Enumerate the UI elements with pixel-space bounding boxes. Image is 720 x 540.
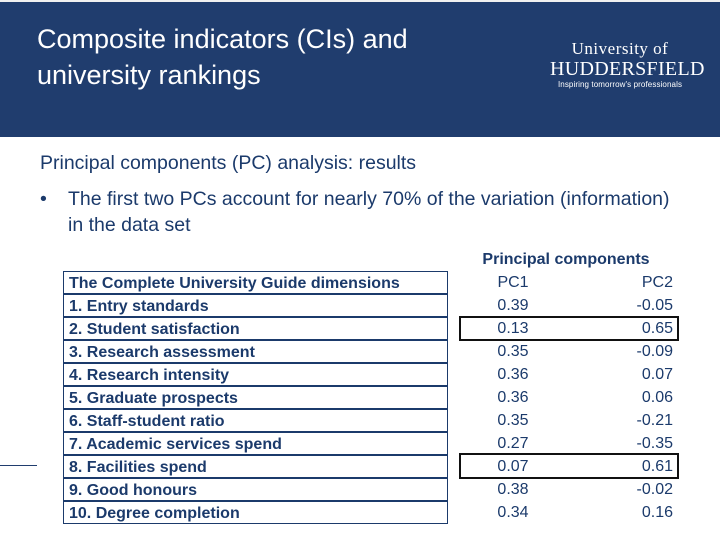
dimension-name: 4. Research intensity — [63, 363, 448, 386]
pc2-value: 0.06 — [641, 389, 673, 406]
pc1-value: 0.35 — [497, 343, 529, 360]
pc1-value: 0.36 — [497, 389, 529, 406]
dimension-name: 10. Degree completion — [63, 501, 448, 524]
pc1-value: 0.13 — [497, 320, 529, 337]
table-row — [63, 363, 675, 386]
slide-title: Composite indicators (CIs) and university rankings — [37, 24, 408, 90]
dimension-name: 2. Student satisfaction — [63, 317, 448, 340]
highlight-box-row-8 — [459, 453, 679, 479]
pc2-value: 0.07 — [641, 366, 673, 383]
dimension-name: 7. Academic services spend — [63, 432, 448, 455]
table-row — [63, 409, 675, 432]
pc2-value: -0.21 — [636, 412, 673, 429]
pc1-value: 0.36 — [497, 366, 529, 383]
table-row — [63, 386, 675, 409]
pc1-value: 0.27 — [497, 435, 529, 452]
pc2-value: 0.61 — [641, 458, 673, 475]
dimension-name: 6. Staff-student ratio — [63, 409, 448, 432]
university-logo — [550, 39, 705, 90]
table-row — [63, 340, 675, 363]
pc1-value: 0.35 — [497, 412, 529, 429]
bullet-text: The first two PCs account for nearly 70% of the variation (information) in the data set — [68, 188, 670, 236]
table-header-row — [63, 271, 675, 294]
decorative-rule — [0, 465, 37, 466]
highlight-box-row-2 — [459, 316, 679, 341]
principal-components-header: Principal components — [482, 251, 650, 268]
logo-line-1: University of — [571, 39, 669, 58]
logo-line-2: HUDDERSFIELD — [550, 58, 705, 80]
table-row — [63, 501, 675, 524]
dimension-name: 5. Graduate prospects — [63, 386, 448, 409]
table-row — [63, 432, 675, 455]
pc2-value: -0.35 — [636, 435, 673, 452]
bullet-symbol: • — [40, 188, 47, 210]
table-row — [63, 294, 675, 317]
section-subtitle: Principal components (PC) analysis: results — [40, 152, 417, 174]
pc1-value: 0.38 — [497, 481, 529, 498]
pc2-value: 0.16 — [641, 504, 673, 521]
header-banner — [0, 0, 720, 137]
pc2-value: -0.02 — [636, 481, 673, 498]
dimension-name: 9. Good honours — [63, 478, 448, 501]
pc1-value: 0.07 — [497, 458, 529, 475]
dimension-name: 1. Entry standards — [63, 294, 448, 317]
dimension-name: 8. Facilities spend — [63, 455, 448, 478]
table-row — [63, 478, 675, 501]
pc1-value: 0.34 — [497, 504, 529, 521]
logo-tagline: Inspiring tomorrow's professionals — [557, 80, 683, 89]
pc2-value: -0.09 — [636, 343, 673, 360]
pc1-column-header: PC1 — [497, 274, 529, 291]
dimension-name: 3. Research assessment — [63, 340, 448, 363]
dimension-column-header: The Complete University Guide dimensions — [63, 271, 448, 294]
header-top-rule — [0, 0, 720, 2]
pc2-value: -0.05 — [636, 297, 673, 314]
pc2-column-header: PC2 — [641, 274, 673, 291]
pc2-value: 0.65 — [641, 320, 673, 337]
pc1-value: 0.39 — [497, 297, 529, 314]
